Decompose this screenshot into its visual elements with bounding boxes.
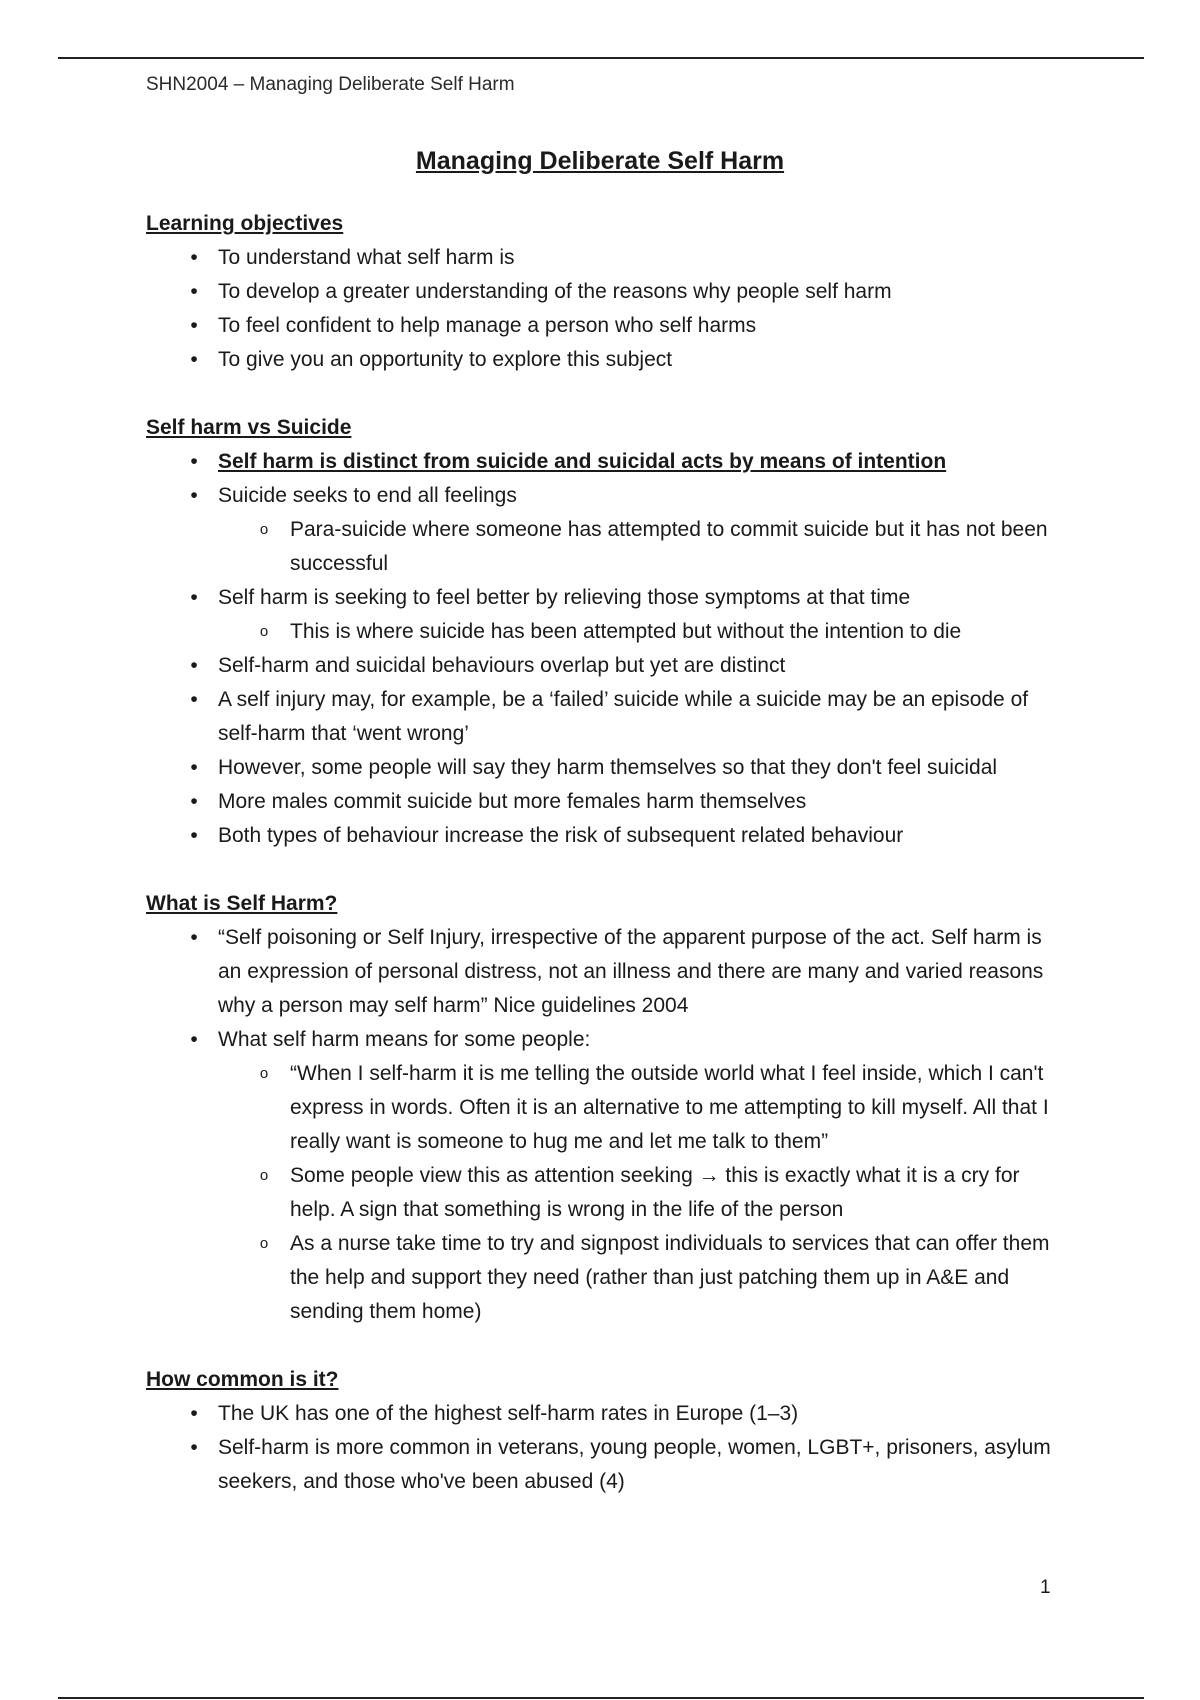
bullet-icon: • <box>190 246 198 269</box>
bullet-icon: • <box>190 824 198 847</box>
list-item: • However, some people will say they harm themselves so that they don't feel suicidal <box>146 751 1066 785</box>
list-item: • The UK has one of the highest self-harm rates in Europe (1–3) <box>146 1397 1066 1431</box>
sub-list-item: o Para-suicide where someone has attempted to commit suicide but it has not been successful <box>146 513 1066 581</box>
page-title: Managing Deliberate Self Harm <box>415 147 785 175</box>
section-heading: What is Self Harm? <box>146 892 338 915</box>
list-item: • More males commit suicide but more females harm themselves <box>146 785 1066 819</box>
sub-list-item: o As a nurse take time to try and signpost individuals to services that can offer them the help and support they need (rather than just patching them up in A&E and sending them home) <box>146 1227 1066 1329</box>
list-item: • Self-harm and suicidal behaviours overlap but yet are distinct <box>146 649 1066 683</box>
section-heading: Self harm vs Suicide <box>146 416 352 439</box>
list-item: • A self injury may, for example, be a ‘failed’ suicide while a suicide may be an episode of self-harm that ‘went wrong’ <box>146 683 1066 751</box>
circle-bullet-icon: o <box>259 521 269 538</box>
bullet-icon: • <box>190 926 198 949</box>
bullet-icon: • <box>190 790 198 813</box>
bullet-icon: • <box>190 654 198 677</box>
list-item: • “Self poisoning or Self Injury, irrespective of the apparent purpose of the act. Self harm is an expression of personal distress, not an illness and there are many and varied reasons why a person may self harm” Nice guidelines 2004 <box>146 921 1066 1023</box>
section-self-harm-vs-suicide <box>146 411 1066 853</box>
list-item: • To give you an opportunity to explore this subject <box>146 343 1066 377</box>
section-what-is-self-harm <box>146 887 1066 1329</box>
section-heading: How common is it? <box>146 1368 339 1391</box>
list-item: • To develop a greater understanding of the reasons why people self harm <box>146 275 1066 309</box>
document-body <box>146 207 1066 1499</box>
list-item: • To understand what self harm is <box>146 241 1066 275</box>
bullet-icon: • <box>190 348 198 371</box>
bullet-icon: • <box>190 1402 198 1425</box>
bullet-icon: • <box>190 1436 198 1459</box>
bullet-icon: • <box>190 586 198 609</box>
header-rule <box>58 57 1144 59</box>
circle-bullet-icon: o <box>259 1167 269 1184</box>
bullet-icon: • <box>190 756 198 779</box>
circle-bullet-icon: o <box>259 1065 269 1082</box>
section-learning-objectives <box>146 207 1066 377</box>
bullet-icon: • <box>190 1028 198 1051</box>
list-item: • Self harm is distinct from suicide and suicidal acts by means of intention <box>146 445 1066 479</box>
bullet-icon: • <box>190 484 198 507</box>
list-item: • Suicide seeks to end all feelings <box>146 479 1066 513</box>
list-item: • What self harm means for some people: <box>146 1023 1066 1057</box>
circle-bullet-icon: o <box>259 1235 269 1252</box>
bullet-icon: • <box>190 314 198 337</box>
bullet-icon: • <box>190 688 198 711</box>
list-item: • To feel confident to help manage a person who self harms <box>146 309 1066 343</box>
circle-bullet-icon: o <box>259 623 269 640</box>
page-number: 1 <box>1040 1577 1051 1598</box>
bullet-list <box>146 1397 1066 1499</box>
section-how-common <box>146 1363 1066 1499</box>
bullet-icon: • <box>190 280 198 303</box>
sub-list-item: o Some people view this as attention seeking → this is exactly what it is a cry for help. A sign that something is wrong in the life of the person <box>146 1159 1066 1227</box>
list-item: • Self-harm is more common in veterans, young people, women, LGBT+, prisoners, asylum seekers, and those who've been abused (4) <box>146 1431 1066 1499</box>
section-heading: Learning objectives <box>146 212 344 235</box>
sub-list-item: o This is where suicide has been attempted but without the intention to die <box>146 615 1066 649</box>
list-item: • Both types of behaviour increase the risk of subsequent related behaviour <box>146 819 1066 853</box>
bullet-list <box>146 241 1066 377</box>
bullet-list <box>146 921 1066 1329</box>
list-item: • Self harm is seeking to feel better by relieving those symptoms at that time <box>146 581 1066 615</box>
footer-rule <box>58 1697 1144 1699</box>
bullet-icon: • <box>190 450 198 473</box>
sub-list-item: o “When I self-harm it is me telling the outside world what I feel inside, which I can't express in words. Often it is an alternative to me attempting to kill myself. All that I really want is someone to hug me and let me talk to them” <box>146 1057 1066 1159</box>
bullet-list <box>146 445 1066 853</box>
running-header: SHN2004 – Managing Deliberate Self Harm <box>146 74 515 95</box>
